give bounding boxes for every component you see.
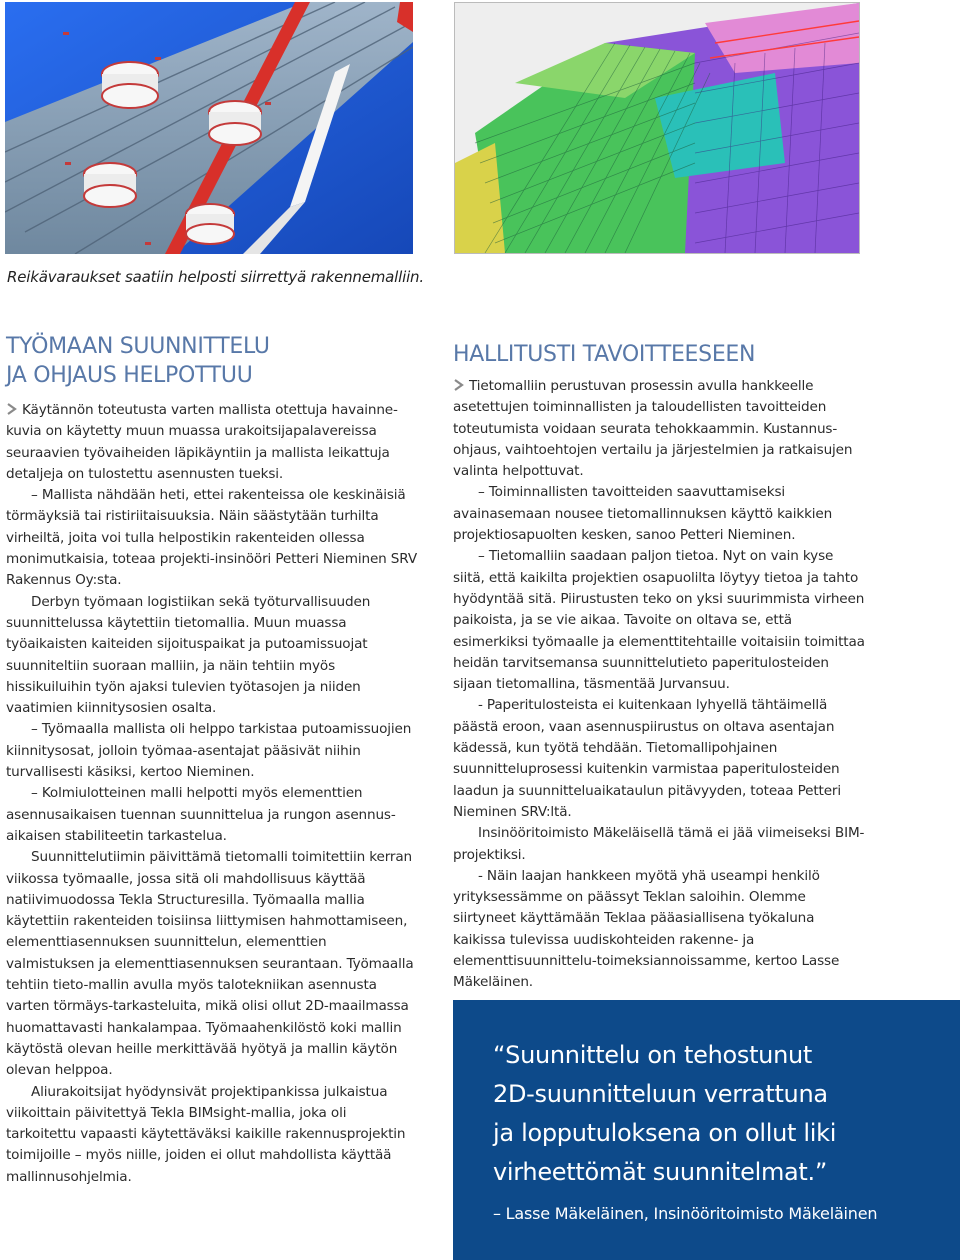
right-paragraph: - Paperitulosteista ei kuitenkaan lyhyellä tähtäimellä päästä eroon, vaan asennuspiirustus on oltava asentajan kädessä, kun työtä tehdään. Tietomallipohjainen suunnitteluprosessi kuitenkin varmistaa paperitulosteiden laadun ja suunnitteluaikataulun pitävyyden, toteaa Petteri Nieminen SRV:ltä. (453, 697, 841, 820)
quote-line: 2D-suunnitteluun verrattuna (493, 1080, 828, 1108)
right-paragraph (453, 376, 867, 482)
quote-line: “Suunnittelu on tehostunut (493, 1041, 813, 1069)
left-heading-line-2: JA OHJAUS HELPOTTUU (6, 363, 253, 388)
image-caption: Reikävaraukset saatiin helposti siirrettyä rakennemalliin. (7, 268, 424, 286)
left-paragraph: Suunnittelutiimin päivittämä tietomalli toimitettiin kerran viikossa työmaalle, jossa sitä oli mahdollisuus käyttää natiivimuodossa Tekla Structuresilla. Työmaalla mallia käytettiin rakenteiden toisiinsa liittymisen hahmottamiseen, elementtiasennuksen suunnittelun, elementtien valmistuksen ja elementtiasennuksen seurantaan. Työmaalla tehtiin tieto-mallin avulla myös talotekniikan asennusta varten törmäys-tarkasteluita, mikä olisi ollut 2D-maailmassa huomattavasti hankalampaa. Työmaahenkilöstö koki mallin käytöstä olevan heille merkittävää hyötyä ja mallin käytön olevan helppoa. (6, 849, 414, 1079)
left-paragraph: – Kolmiulotteinen malli helpotti myös elementtien asennusaikaisen tuennan suunnittelua ja rungon asennus-aikaisen stabiliteetin tarkastelua. (6, 785, 396, 844)
chevron-right-icon (453, 379, 465, 391)
right-paragraph: – Tietomalliin saadaan paljon tietoa. Nyt on vain kyse siitä, että kaikilta projektien osapuolilta löytyy tietoa ja tahto hyödyntää sitä. Piirustusten teko on yksi suurimmista virheen paikoista, ja se vie aikaa. Tavoite on oltava se, että esimerkiksi työmaalle ja elementtitehtaille voitaisiin toimittaa heidän tarvitsemansa suunnittelutieto paperitulosteiden sijaan tietomallina, täsmentää Jurvansuu. (453, 548, 865, 693)
right-section-heading: HALLITUSTI TAVOITTEESEEN (453, 342, 756, 367)
left-article-column (6, 400, 418, 1188)
structural-model-image-left (5, 2, 413, 254)
pull-quote-box (453, 1000, 960, 1260)
left-paragraph (6, 400, 418, 485)
pull-quote (493, 1036, 923, 1192)
right-paragraph: - Näin laajan hankkeen myötä yhä useampi henkilö yrityksessämme on päässyt Teklan saloihin. Olemme siirtyneet käyttämään Teklaa pääasiallisena työkaluna kaikissa tulevissa uudiskohteiden rakenne- ja elementtisuunnittelu-toimeksiannoissamme, kertoo Lasse Mäkeläinen. (453, 867, 840, 991)
left-heading-line-1: TYÖMAAN SUUNNITTELU (6, 334, 270, 359)
quote-attribution: – Lasse Mäkeläinen, Insinööritoimisto Mäkeläinen (493, 1204, 878, 1223)
left-paragraph: Aliurakoitsijat hyödynsivät projektipankissa julkaistua viikoittain päivitettyä Tekla BIMsight-mallia, joka oli tarkoitettu vapaasti käytettäväksi kaikille rakennusprojektin toimijoille – myös niille, joiden ei ollut mahdollista käyttää mallinnusohjelmia. (6, 1083, 406, 1185)
chevron-right-icon (6, 403, 18, 415)
quote-line: virheettömät suunnitelmat.” (493, 1158, 828, 1186)
right-paragraph: Insinööritoimisto Mäkeläisellä tämä ei jää viimeiseksi BIM-projektiksi. (453, 825, 865, 863)
left-paragraph: Derbyn työmaan logistiikan sekä työturvallisuuden suunnittelussa käytettiin tietomallia. Muun muassa työaikaisten kaiteiden sijoituspaikat ja putoamissuojat suunniteltiin suoraan malliin, ja näin tehtiin myös hissikuiluihin työn ajaksi tulevien työtasojen ja niiden vaatimien kiinnitysosien osalta. (6, 593, 371, 717)
left-paragraph: – Työmaalla mallista oli helppo tarkistaa putoamissuojien kiinnitysosat, jolloin työmaa-asentajat pääsivät niihin turvallisesti käsiksi, kertoo Nieminen. (6, 721, 412, 781)
right-paragraph-text: Tietomalliin perustuvan prosessin avulla hankkeelle asetettujen toiminnallisten ja taloudellisten tavoitteiden toteutumista voidaan seurata tehokkaammin. Kustannus-ohjaus, vaihtoehtojen vertailu ja järjestelmien ja ratkaisujen valinta helpottuvat. (453, 378, 853, 480)
left-paragraph: – Mallista nähdään heti, ettei rakenteissa ole keskinäisiä törmäyksiä tai ristiriitaisuuksia. Näin säästytään turhilta virheiltä, joita voi tulla helpostikin rakenteiden ollessa monimutkaisia, toteaa projekti-insinööri Petteri Nieminen SRV Rakennus Oy:sta. (6, 487, 417, 589)
left-paragraph-text: Käytännön toteutusta varten mallista otettuja havainne-kuvia on käytetty muun muassa urakoitsijapalavereissa seuraavien työvaiheiden läpikäyntiin ja mallista leikattuja detaljeja on tulostettu asennusten tueksi. (6, 402, 398, 482)
left-section-heading (6, 332, 270, 390)
quote-line: ja lopputuloksena on ollut liki (493, 1119, 837, 1147)
right-article-column (453, 376, 867, 994)
right-paragraph: – Toiminnallisten tavoitteiden saavuttamiseksi avainasemaan nousee tietomallinnuksen käyttö kaikkien projektiosapuolten kesken, sanoo Petteri Nieminen. (453, 484, 833, 544)
building-model-image-right (454, 2, 860, 254)
